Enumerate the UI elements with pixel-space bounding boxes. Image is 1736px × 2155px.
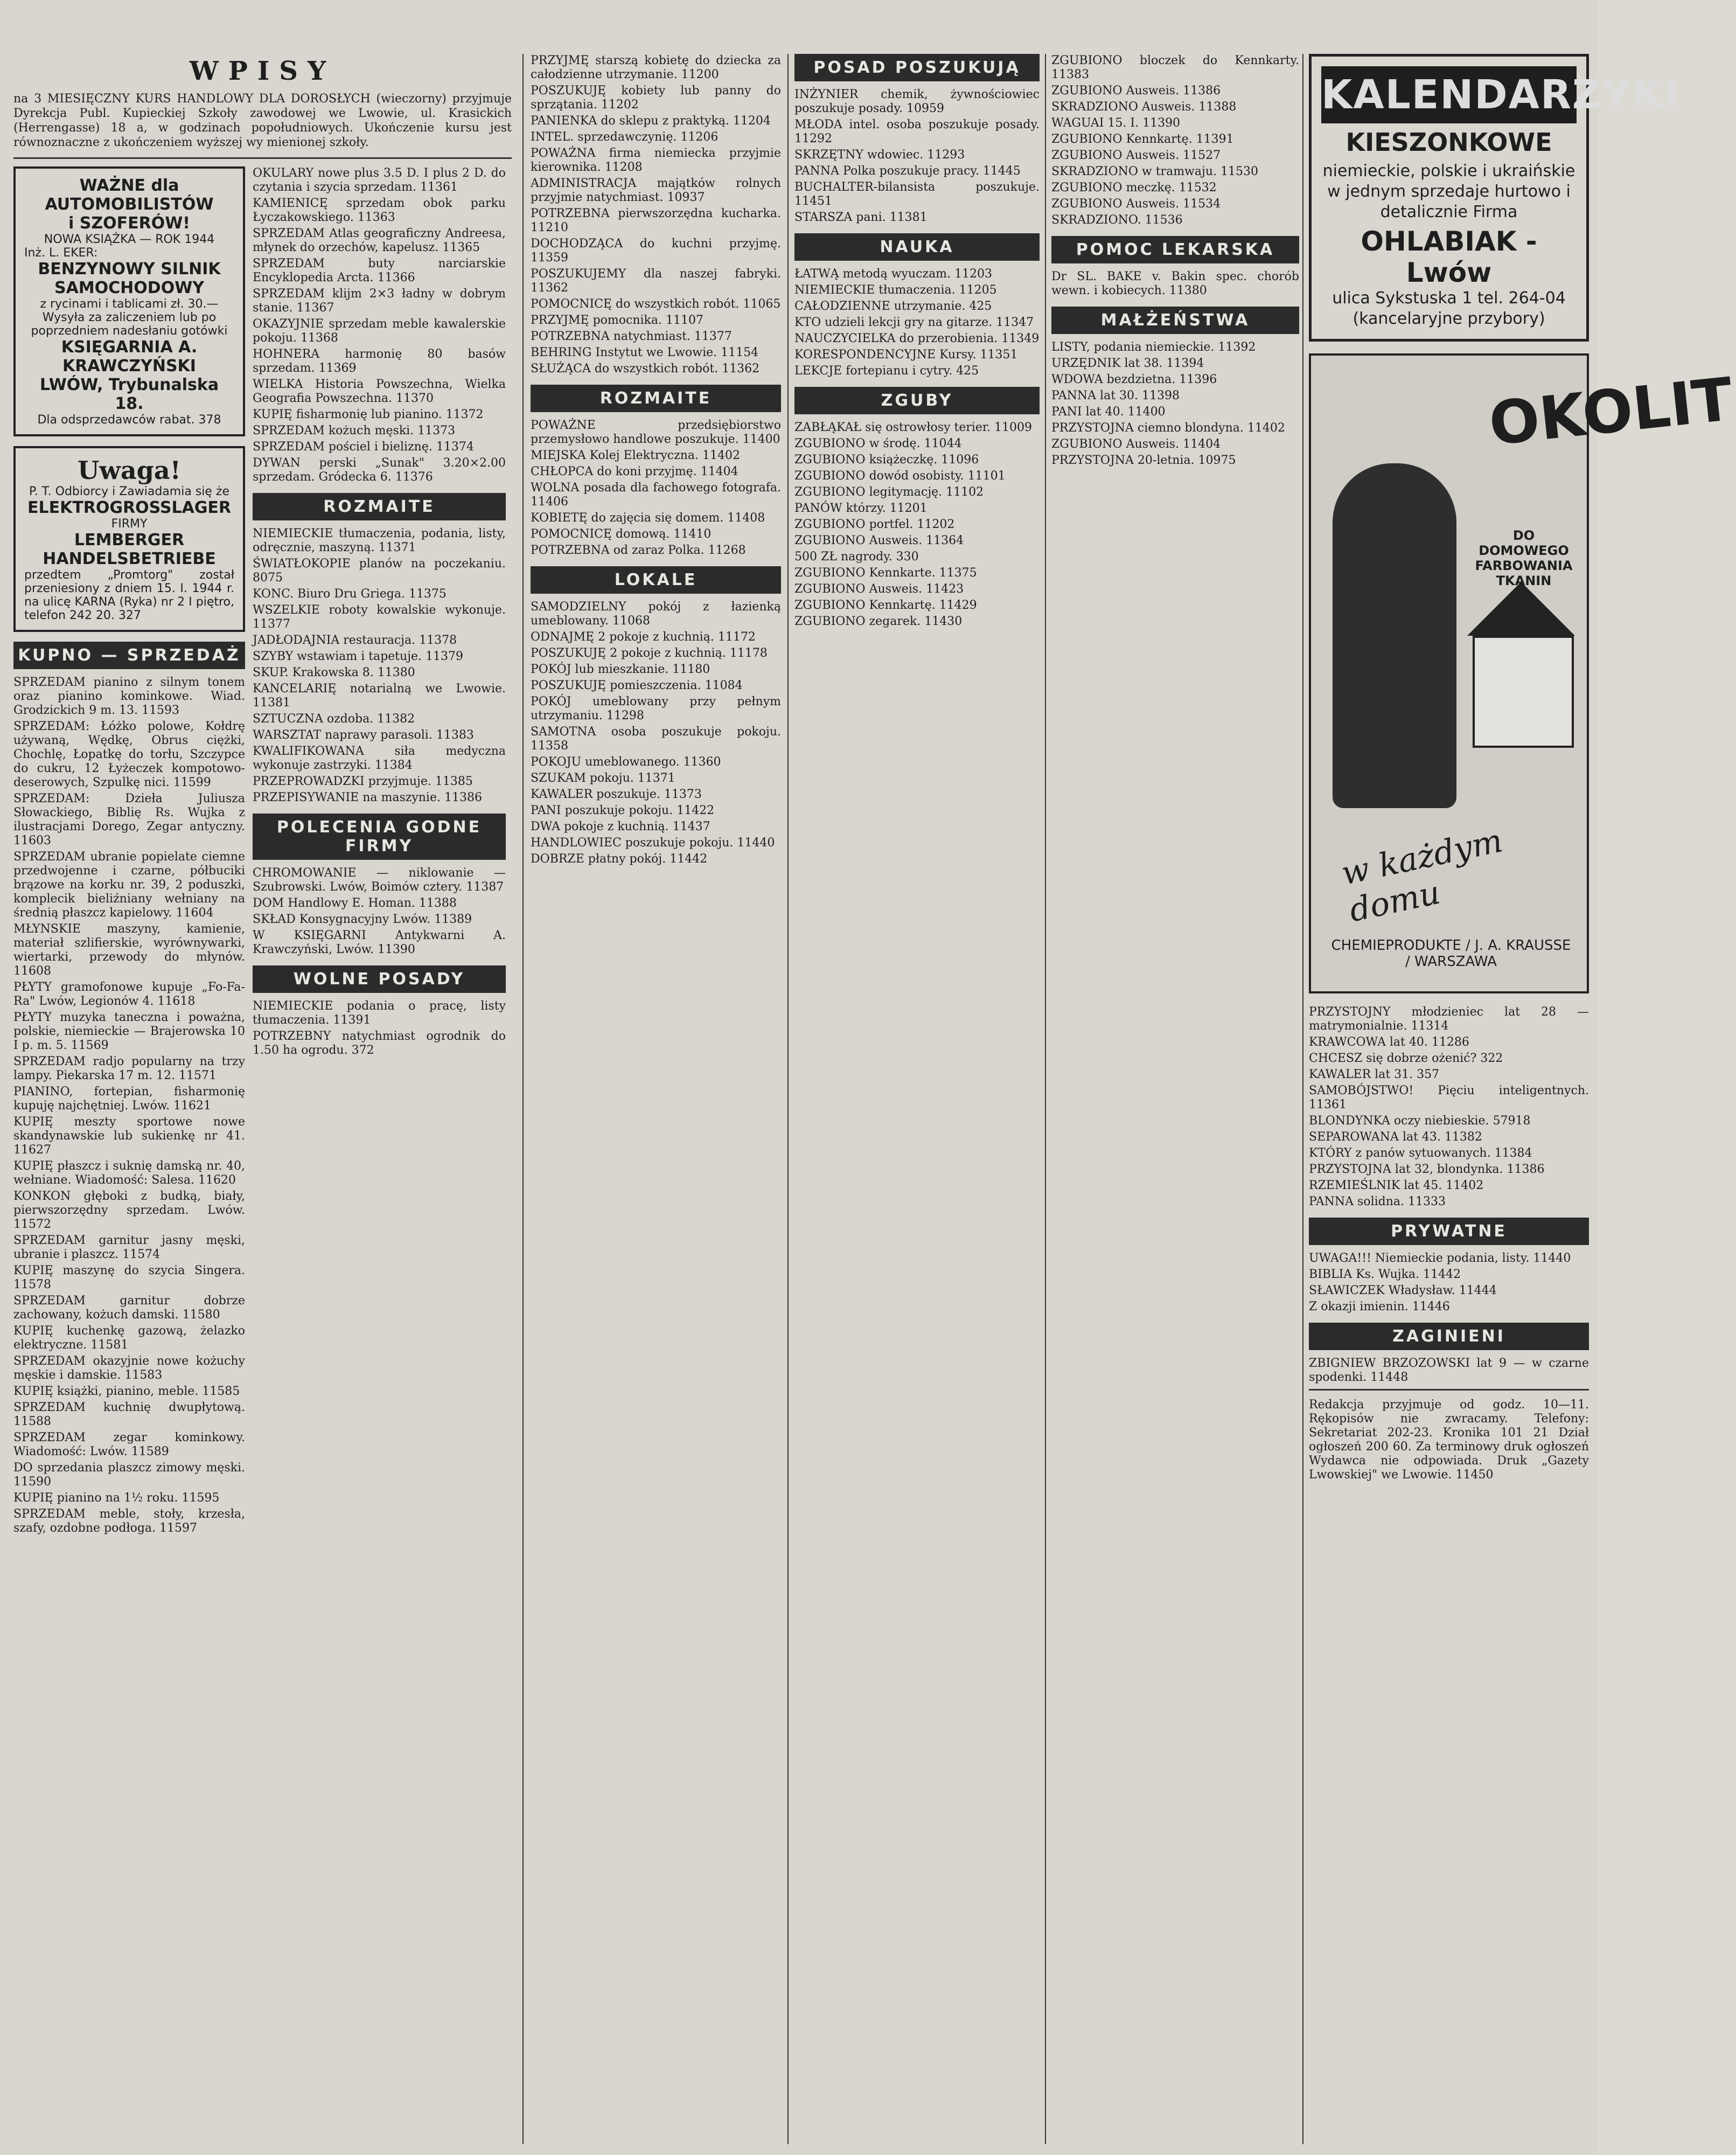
classified-entry: SPRZEDAM garnitur dobrze zachowany, kożuch damski. 11580: [13, 1294, 245, 1322]
ad-kalendarzyki: [1309, 54, 1681, 342]
ad-auto-line6: z rycinami i tablicami zł. 30.— Wysyła za zaliczeniem lub po poprzedniem nadesłaniu gotówki: [31, 297, 228, 338]
okolit-footer: CHEMIEPRODUKTE / J. A. KRAUSSE / WARSZAWA: [1331, 937, 1571, 970]
classified-entry: SPRZEDAM klijm 2×3 ładny w dobrym stanie. 11367: [253, 287, 506, 315]
classified-entry: PRZYSTOJNA 20-letnia. 10975: [1051, 454, 1236, 467]
classified-entry: NIEMIECKIE tłumaczenia. 11205: [794, 283, 997, 297]
classified-entry: NAUCZYCIELKA do przerobienia. 11349: [794, 332, 1040, 345]
classified-entry: DOCHODZĄCA do kuchni przyjmę. 11359: [531, 237, 781, 265]
classified-entry: KOBIETĘ do zajęcia się domem. 11408: [531, 511, 765, 525]
classified-entry: KUPIĘ kuchenkę gazową, żelazko elektryczne. 11581: [13, 1324, 245, 1352]
column-rule: [1045, 54, 1046, 2144]
classified-entry: KAWALER lat 31. 357: [1309, 1068, 1440, 1081]
classified-entry: ZGUBIONO zegarek. 11430: [794, 615, 963, 628]
ad-auto-line3: NOWA KSIĄŻKA — ROK 1944: [44, 233, 215, 246]
classified-entry: PANNA Polka poszukuje pracy. 11445: [794, 164, 1021, 178]
okolit-title: OKOLIT: [1486, 364, 1736, 459]
classified-entry: ZGUBIONO w środę. 11044: [794, 437, 962, 450]
classified-entry: POWAŻNE przedsiębiorstwo przemysłowo handlowe poszukuje. 11400: [531, 419, 781, 446]
okolit-slogan: w każdym domu: [1338, 822, 1506, 930]
classified-entry: SPRZEDAM: Dzieła Juliusza Słowackiego, Biblię Rs. Wujka z ilustracjami Dorego, Zegar antyczny. 11603: [13, 792, 245, 847]
classified-entry: CAŁODZIENNE utrzymanie. 425: [794, 300, 992, 313]
ad-auto-line4: Inż. L. EKER:: [24, 246, 98, 260]
classified-entry: SKRZĘTNY wdowiec. 11293: [794, 148, 965, 162]
classified-entry: MŁYNSKIE maszyny, kamienie, materiał szlifierskie, wyrównywarki, wiertarki, przewody do młynów. 11608: [13, 922, 245, 978]
col5-list: [1051, 54, 1299, 227]
nauka-heading: NAUKA: [794, 233, 1040, 261]
pomoc-heading: POMOC LEKARSKA: [1051, 236, 1299, 263]
classified-entry: SPRZEDAM: Łóżko polowe, Kołdrę używaną, Wędkę, Obrus ciężki, Chochlę, Łopatkę do torłu, Szczypce do cukru, 12 Łyżeczek kompotowo-deserowych, Szpulkę nici. 11599: [13, 720, 245, 789]
zaginieni-heading: ZAGINIENI: [1309, 1323, 1589, 1350]
column-3: [531, 54, 781, 2144]
nauka-list: [794, 267, 1040, 378]
classified-entry: PANI poszukuje pokoju. 11422: [531, 804, 715, 817]
classified-entry: SKRADZIONO. 11536: [1051, 213, 1183, 227]
zaginieni-list: [1309, 1357, 1589, 1385]
classified-entry: PŁYTY gramofonowe kupuje „Fo-Fa-Ra" Lwów, Legionów 4. 11618: [13, 981, 245, 1008]
column-2: [253, 166, 506, 1538]
column-rule: [522, 54, 524, 2144]
classified-entry: SAMOTNA osoba poszukuje pokoju. 11358: [531, 725, 781, 753]
ad-uwaga-line1: P. T. Odbiorcy i Zawiadamia się że: [29, 485, 230, 498]
classified-entry: POSZUKUJĘ kobiety lub panny do sprzątania. 11202: [531, 84, 781, 112]
classified-entry: PRZEPROWADZKI przyjmuje. 11385: [253, 775, 473, 788]
wolne-heading: WOLNE POSADY: [253, 965, 506, 993]
classified-entry: KANCELARIĘ notarialną we Lwowie. 11381: [253, 682, 506, 710]
classified-entry: WAGUAI 15. I. 11390: [1051, 116, 1181, 130]
rozmaite-list-2: [531, 419, 781, 558]
classified-entry: SŁUŻĄCA do wszystkich robót. 11362: [531, 362, 760, 376]
classified-entry: INŻYNIER chemik, żywnościowiec poszukuje posady. 10959: [794, 88, 1040, 115]
kalendarzyki-address: ulica Sykstuska 1 tel. 264-04 (kancelaryjne przybory): [1332, 289, 1566, 328]
column-4: [794, 54, 1040, 2144]
kalendarzyki-brand: OHLABIAK - Lwów: [1361, 226, 1537, 288]
classified-entry: SPRZEDAM kożuch męski. 11373: [253, 424, 456, 437]
column-rule: [1302, 54, 1303, 2144]
classified-entry: OKULARY nowe plus 3.5 D. I plus 2 D. do czytania i szycia sprzedam. 11361: [253, 166, 506, 194]
zguby-heading: ZGUBY: [794, 387, 1040, 414]
divider: [1309, 1389, 1589, 1391]
classified-entry: ZGUBIONO Kennkartę. 11391: [1051, 133, 1234, 146]
classified-entry: WOLNA posada dla fachowego fotografa. 11406: [531, 481, 781, 509]
column-rule: [787, 54, 789, 2144]
classified-entry: PRZYSTOJNY młodzieniec lat 28 — matrymonialnie. 11314: [1309, 1005, 1589, 1033]
classified-entry: ZGUBIONO portfel. 11202: [794, 518, 955, 531]
classified-entry: KUPIĘ maszynę do szycia Singera. 11578: [13, 1264, 245, 1291]
ad-auto-line9: Dla odsprzedawców rabat. 378: [37, 413, 221, 427]
classified-entry: POSZUKUJEMY dla naszej fabryki. 11362: [531, 267, 781, 295]
rozmaite-list-1: [253, 527, 506, 805]
classified-entry: SPRZEDAM pościel i bieliznę. 11374: [253, 440, 474, 454]
classified-entry: ZGUBIONO meczkę. 11532: [1051, 181, 1217, 194]
wpisy-heading: WPISY: [189, 56, 336, 86]
classified-entry: Dr SL. BAKE v. Bakin spec. chorób wewn. i kobiecych. 11380: [1051, 270, 1299, 297]
classified-entry: WIELKA Historia Powszechna, Wielka Geografia Powszechna. 11370: [253, 378, 506, 405]
classified-entry: ZGUBIONO Ausweis. 11404: [1051, 437, 1221, 451]
divider: [13, 157, 512, 159]
classified-entry: PANÓW którzy. 11201: [794, 502, 928, 515]
ad-auto-line2: i SZOFERÓW!: [68, 214, 190, 233]
classified-entry: PRZYSTOJNA lat 32, blondynka. 11386: [1309, 1163, 1545, 1176]
classified-entry: SZTUCZNA ozdoba. 11382: [253, 712, 415, 726]
col6-list: [1309, 1005, 1589, 1209]
redakcja-note: [1309, 1398, 1589, 1482]
classified-entry: PANNA lat 30. 11398: [1051, 389, 1180, 402]
classified-entry: SKRADZIONO Ausweis. 11388: [1051, 100, 1237, 114]
ad-uwaga-line5: przedtem „Promtorg" został przeniesiony z dniem 15. I. 1944 r. na ulicę KARNA (Ryka) nr 2 I piętro, telefon 242 20. 327: [24, 568, 234, 622]
classified-entry: W KSIĘGARNI Antykwarni A. Krawczyński, Lwów. 11390: [253, 929, 506, 956]
classified-entry: ZGUBIONO Ausweis. 11423: [794, 582, 964, 596]
classified-entry: BUCHALTER-bilansista poszukuje. 11451: [794, 180, 1040, 208]
classified-entry: POTRZEBNA pierwszorzędna kucharka. 11210: [531, 207, 781, 234]
okolit-house-icon: [1473, 636, 1574, 748]
classified-entry: LISTY, podania niemieckie. 11392: [1051, 340, 1256, 354]
prywatne-heading: PRYWATNE: [1309, 1218, 1589, 1245]
classified-entry: KONKON głęboki z budką, biały, pierwszorzędny sprzedam. Lwów. 11572: [13, 1190, 245, 1231]
classified-entry: CHŁOPCA do koni przyjmę. 11404: [531, 465, 738, 478]
classified-entry: HANDLOWIEC poszukuje pokoju. 11440: [531, 836, 775, 850]
wolne-list: [253, 999, 506, 1058]
classified-entry: STARSZA pani. 11381: [794, 211, 928, 224]
ad-okolit: [1309, 353, 1736, 993]
classified-entry: ŁATWĄ metodą wyuczam. 11203: [794, 267, 993, 281]
classified-entry: SPRZEDAM buty narciarskie Encyklopedia Arcta. 11366: [253, 257, 506, 284]
classified-entry: ZGUBIONO Kennkartę. 11429: [794, 599, 977, 612]
classified-entry: ZGUBIONO Kennkarte. 11375: [794, 566, 977, 580]
rozmaite-heading-1: ROZMAITE: [253, 493, 506, 520]
wpisy-intro: na 3 MIESIĘCZNY KURS HANDLOWY DLA DOROSŁYCH (wieczorny) przyjmuje Dyrekcja Publ. Kupieckiej Szkoły zawodowej we Lwowie, ul. Krasickich (Herrengasse) 18 a, w godzinach popołudniowych. Ukończenie kursu jest równoznaczne z ukończeniem wyższej wy mienionej szkoły.: [13, 92, 512, 149]
classified-entry: ODNAJMĘ 2 pokoje z kuchnią. 11172: [531, 630, 756, 644]
classified-entry: INTEL. sprzedawczynię. 11206: [531, 130, 719, 144]
classified-entry: 500 ZŁ nagrody. 330: [794, 550, 919, 564]
classified-entry: POMOCNICĘ domową. 11410: [531, 527, 712, 541]
classified-entry: HOHNERA harmonię 80 basów sprzedam. 11369: [253, 347, 506, 375]
classified-entry: SŁAWICZEK Władysław. 11444: [1309, 1284, 1497, 1297]
classified-entry: WDOWA bezdzietna. 11396: [1051, 373, 1217, 386]
classified-entry: KTÓRY z panów sytuowanych. 11384: [1309, 1146, 1532, 1160]
okolit-subtitle: DO DOMOWEGO FARBOWANIA TKANIN: [1475, 528, 1573, 588]
classified-entry: KUPIĘ książki, pianino, meble. 11585: [13, 1385, 240, 1398]
classified-entry: SZUKAM pokoju. 11371: [531, 771, 675, 785]
column-5: [1051, 54, 1299, 2144]
ad-uwaga-line2: ELEKTROGROSSLAGER: [27, 498, 232, 517]
malzenstwa-heading: MAŁŻEŃSTWA: [1051, 307, 1299, 334]
col2-list: [253, 166, 506, 484]
classified-entry: Z okazji imienin. 11446: [1309, 1300, 1450, 1313]
classified-entry: KTO udzieli lekcji gry na gitarze. 11347: [794, 316, 1034, 329]
classified-entry: SPRZEDAM pianino z silnym tonem oraz pianino kominkowe. Wiad. Grodzickich 9 m. 13. 11593: [13, 676, 245, 717]
classified-entry: SPRZEDAM Atlas geograficzny Andreesa, młynek do orzechów, kapelusz. 11365: [253, 227, 506, 254]
classified-entry: SKŁAD Konsygnacyjny Lwów. 11389: [253, 913, 472, 926]
ad-auto-line1: WAŻNE dla AUTOMOBILISTÓW: [45, 176, 214, 214]
ad-automobilists: [13, 166, 245, 436]
classified-entry: BIBLIA Ks. Wujka. 11442: [1309, 1268, 1461, 1281]
classified-entry: SAMODZIELNY pokój z łazienką umeblowany. 11068: [531, 600, 781, 628]
classified-entry: POTRZEBNA natychmiast. 11377: [531, 330, 732, 343]
classified-entry: POWAŻNA firma niemiecka przyjmie kierownika. 11208: [531, 147, 781, 174]
classified-entry: PRZYJMĘ starszą kobietę do dziecka za całodzienne utrzymanie. 11200: [531, 54, 781, 81]
classified-entry: SPRZEDAM radjo popularny na trzy lampy. Piekarska 17 m. 12. 11571: [13, 1055, 245, 1082]
classified-entry: ZGUBIONO bloczek do Kennkarty. 11383: [1051, 54, 1299, 81]
classified-entry: PRZYSTOJNA ciemno blondyna. 11402: [1051, 421, 1285, 435]
classified-entry: PIANINO, fortepian, fisharmonię kupuję najchętniej. Lwów. 11621: [13, 1085, 245, 1113]
kalendarzyki-body: niemieckie, polskie i ukraińskie w jednym sprzedaje hurtowo i detalicznie Firma: [1322, 162, 1575, 221]
classified-entry: ZGUBIONO Ausweis. 11386: [1051, 84, 1221, 98]
zguby-list: [794, 421, 1040, 629]
classified-entry: POMOCNICĘ do wszystkich robót. 11065: [531, 297, 781, 311]
classified-entry: PŁYTY muzyka taneczna i poważna, polskie, niemieckie — Brajerowska 10 I p. m. 5. 11569: [13, 1011, 245, 1052]
classified-entry: SKUP. Krakowska 8. 11380: [253, 666, 415, 679]
classified-entry: ZBIGNIEW BRZOZOWSKI lat 9 — w czarne spodenki. 11448: [1309, 1357, 1589, 1384]
classified-entry: PANNA solidna. 11333: [1309, 1195, 1446, 1208]
column-1: [13, 54, 512, 2144]
classified-entry: SPRZEDAM meble, stoły, krzesła, szafy, ozdobne podłoga. 11597: [13, 1507, 245, 1535]
classified-entry: SKRADZIONO w tramwaju. 11530: [1051, 165, 1258, 178]
ad-uwaga-line4: LEMBERGER HANDELSBETRIEBE: [43, 531, 216, 568]
classified-entry: PANIENKA do sklepu z praktyką. 11204: [531, 114, 771, 128]
classified-entry: DWA pokoje z kuchnią. 11437: [531, 820, 710, 833]
ad-auto-line5: BENZYNOWY SILNIK SAMOCHODOWY: [38, 260, 221, 297]
classified-entry: BEHRING Instytut we Lwowie. 11154: [531, 346, 759, 359]
ad-uwaga-title: Uwaga!: [78, 456, 181, 485]
classified-entry: SPRZEDAM zegar kominkowy. Wiadomość: Lwów. 11589: [13, 1431, 245, 1458]
classified-entry: PANI lat 40. 11400: [1051, 405, 1166, 419]
classified-entry: SEPAROWANA lat 43. 11382: [1309, 1130, 1482, 1144]
classified-entry: ZGUBIONO Ausweis. 11364: [794, 534, 964, 547]
classified-entry: MŁODA intel. osoba poszukuje posady. 11292: [794, 118, 1040, 145]
classified-entry: PRZYJMĘ pomocnika. 11107: [531, 314, 703, 327]
classified-entry: DYWAN perski „Sunak" 3.20×2.00 sprzedam. Gródecka 6. 11376: [253, 456, 506, 484]
classified-entry: ZGUBIONO dowód osobisty. 11101: [794, 469, 1006, 483]
kupno-list: [13, 676, 245, 1535]
classified-entry: WARSZTAT naprawy parasoli. 11383: [253, 728, 474, 742]
classified-entry: SZYBY wstawiam i tapetuje. 11379: [253, 650, 464, 663]
col3-list: [531, 54, 781, 376]
classified-entry: NIEMIECKIE podania o pracę, listy tłumaczenia. 11391: [253, 999, 506, 1027]
classified-entry: UWAGA!!! Niemieckie podania, listy. 11440: [1309, 1252, 1571, 1265]
column-6: [1309, 54, 1736, 2144]
classified-entry: POKÓJ umeblowany przy pełnym utrzymaniu. 11298: [531, 695, 781, 722]
classified-entry: KAMIENICĘ sprzedam obok parku Łyczakowskiego. 11363: [253, 197, 506, 224]
classified-entry: BLONDYNKA oczy niebieskie. 57918: [1309, 1114, 1531, 1128]
classified-entry: ZGUBIONO Ausweis. 11527: [1051, 149, 1221, 162]
classified-entry: KUPIĘ meszty sportowe nowe skandynawskie lub sukienkę nr 41. 11627: [13, 1115, 245, 1157]
classified-entry: KUPIĘ fisharmonię lub pianino. 11372: [253, 408, 484, 421]
classified-entry: ADMINISTRACJA majątków rolnych przyjmie natychmiast. 10937: [531, 177, 781, 204]
ad-auto-line8: LWÓW, Trybunalska 18.: [39, 376, 219, 413]
classified-entry: SAMOBÓJSTWO! Pięciu inteligentnych. 11361: [1309, 1084, 1589, 1111]
kalendarzyki-subtitle: KIESZONKOWE: [1345, 128, 1552, 157]
redakcja-text: Redakcja przyjmuje od godz. 10—11. Rękopisów nie zwracamy. Telefony: Sekretariat 202-23. Kronika 101 21 Dział ogłoszeń 200 60. Za terminowy druk ogłoszeń Wydawca nie odpowiada. Druk „Gazety Lwowskiej" we Lwowie. 11450: [1309, 1398, 1589, 1482]
classified-entry: URZĘDNIK lat 38. 11394: [1051, 357, 1204, 370]
ads-and-column-2a: [13, 166, 512, 1538]
classified-entry: NIEMIECKIE tłumaczenia, podania, listy, odręcznie, maszyną. 11371: [253, 527, 506, 554]
classified-entry: KUPIĘ pianino na 1½ roku. 11595: [13, 1491, 220, 1505]
ads-column: [13, 166, 245, 1538]
classified-entry: KWALIFIKOWANA siła medyczna wykonuje zastrzyki. 11384: [253, 745, 506, 772]
classified-entry: POTRZEBNA od zaraz Polka. 11268: [531, 544, 746, 557]
classified-entry: KUPIĘ płaszcz i suknię damską nr. 40, wełniane. Wiadomość: Salesa. 11620: [13, 1159, 245, 1187]
classified-entry: DO sprzedania plaszcz zimowy męski. 11590: [13, 1461, 245, 1489]
classified-entry: KRAWCOWA lat 40. 11286: [1309, 1035, 1469, 1049]
okolit-house-roof: [1467, 582, 1575, 636]
classified-entry: SPRZEDAM ubranie popielate ciemne przedwojenne i czarne, półbuciki brązowe na korku nr. 39, 2 poduszki, komplecik bieliźniany wełniany na średnią płaszcz kapielowy. 11604: [13, 850, 245, 920]
classified-entry: KORESPONDENCYJNE Kursy. 11351: [794, 348, 1018, 362]
pomoc-list: [1051, 270, 1299, 298]
kupno-heading: KUPNO — SPRZEDAŻ: [13, 642, 245, 669]
classified-entry: LEKCJE fortepianu i cytry. 425: [794, 364, 979, 378]
classified-entry: POTRZEBNY natychmiast ogrodnik do 1.50 ha ogrodu. 372: [253, 1030, 506, 1057]
classified-entry: JADŁODAJNIA restauracja. 11378: [253, 634, 457, 647]
prywatne-list: [1309, 1252, 1589, 1314]
ad-uwaga-line3: FIRMY: [111, 517, 148, 531]
classified-entry: ZGUBIONO książeczkę. 11096: [794, 453, 979, 467]
posad-list: [794, 88, 1040, 225]
classified-entry: ŚWIATŁOKOPIE planów na poczekaniu. 8075: [253, 557, 506, 585]
classified-entry: POSZUKUJĘ 2 pokoje z kuchnią. 11178: [531, 646, 768, 660]
classified-entry: ZGUBIONO Ausweis. 11534: [1051, 197, 1221, 211]
classified-entry: ZABŁĄKAŁ się ostrowłosy terier. 11009: [794, 421, 1032, 434]
classified-entry: RZEMIEŚLNIK lat 45. 11402: [1309, 1179, 1484, 1192]
classified-entry: MIEJSKA Kolej Elektryczna. 11402: [531, 449, 740, 462]
polecenia-list: [253, 866, 506, 957]
okolit-figure-illustration: [1333, 463, 1456, 808]
classified-entry: DOM Handlowy E. Homan. 11388: [253, 896, 457, 910]
malzenstwa-list: [1051, 340, 1299, 468]
classified-entry: KONC. Biuro Dru Griega. 11375: [253, 587, 447, 601]
ad-uwaga: [13, 446, 245, 632]
classified-entry: CHCESZ się dobrze ożenić? 322: [1309, 1052, 1503, 1065]
kalendarzyki-title: KALENDARZYKI: [1321, 66, 1577, 123]
classified-entry: DOBRZE płatny pokój. 11442: [531, 852, 708, 866]
lokale-heading: LOKALE: [531, 566, 781, 594]
classified-entry: ZGUBIONO legitymację. 11102: [794, 485, 984, 499]
rozmaite-heading-2: ROZMAITE: [531, 385, 781, 412]
posad-heading: POSAD POSZUKUJĄ: [794, 54, 1040, 81]
classified-entry: POKOJU umeblowanego. 11360: [531, 755, 721, 769]
classified-entry: OKAZYJNIE sprzedam meble kawalerskie pokoju. 11368: [253, 317, 506, 345]
classified-entry: POKÓJ lub mieszkanie. 11180: [531, 663, 710, 676]
polecenia-heading: POLECENIA GODNE FIRMY: [253, 814, 506, 860]
classified-entry: SPRZEDAM okazyjnie nowe kożuchy męskie i damskie. 11583: [13, 1354, 245, 1382]
classified-entry: SPRZEDAM kuchnię dwupłytową. 11588: [13, 1401, 245, 1428]
classified-entry: KAWALER poszukuje. 11373: [531, 788, 702, 801]
ad-auto-line7: KSIĘGARNIA A. KRAWCZYŃSKI: [61, 338, 198, 376]
lokale-list: [531, 600, 781, 866]
classified-entry: POSZUKUJĘ pomieszczenia. 11084: [531, 679, 743, 692]
classified-entry: CHROMOWANIE — niklowanie — Szubrowski. Lwów, Boimów cztery. 11387: [253, 866, 506, 894]
classified-entry: PRZEPISYWANIE na maszynie. 11386: [253, 791, 482, 804]
classified-entry: SPRZEDAM garnitur jasny męski, ubranie i plaszcz. 11574: [13, 1234, 245, 1261]
classified-entry: WSZELKIE roboty kowalskie wykonuje. 11377: [253, 603, 506, 631]
